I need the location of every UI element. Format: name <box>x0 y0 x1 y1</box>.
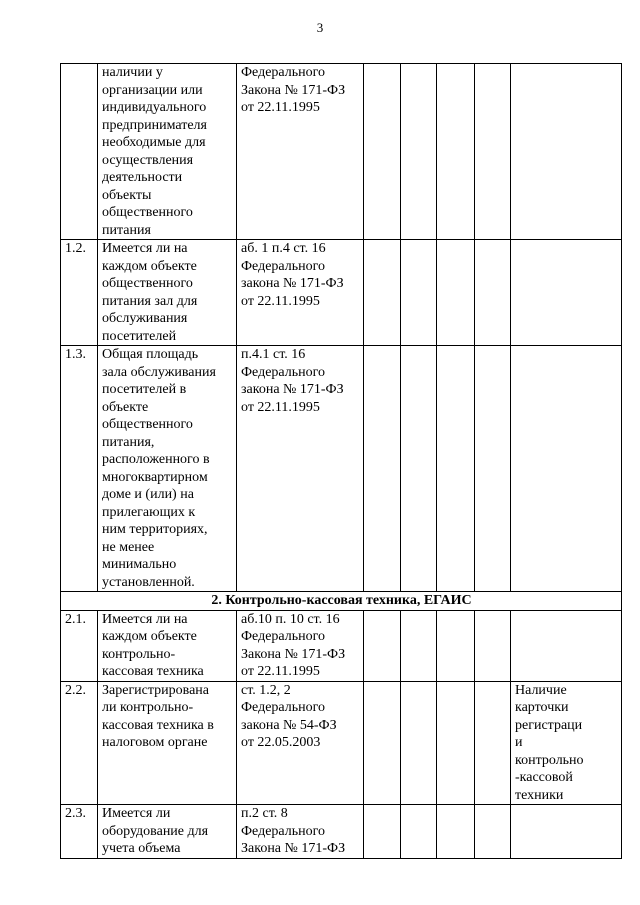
section-header-row <box>61 592 622 611</box>
legal-reference <box>237 64 364 240</box>
comment-cell <box>475 346 511 592</box>
note-cell <box>511 64 622 240</box>
note-cell <box>511 610 622 681</box>
answer-not-applicable-cell <box>437 64 475 240</box>
comment-cell <box>475 805 511 859</box>
answer-yes-cell <box>364 610 401 681</box>
requirement-question-text: Имеется ли на каждом объекте контрольно- кассовая техника <box>102 611 204 679</box>
note-cell <box>511 240 622 346</box>
requirement-question <box>98 346 237 592</box>
note-cell <box>511 681 622 805</box>
answer-yes-cell <box>364 240 401 346</box>
legal-reference <box>237 681 364 805</box>
item-number-text: 1.3. <box>65 347 86 362</box>
comment-cell <box>475 240 511 346</box>
item-number-text: 1.2. <box>65 241 86 256</box>
answer-not-applicable-cell <box>437 610 475 681</box>
legal-reference-text: п.4.1 ст. 16 Федерального закона № 171-ФЗ от 22.11.1995 <box>241 347 344 415</box>
item-number <box>61 240 98 346</box>
legal-reference-text: п.2 ст. 8 Федерального Закона № 171-ФЗ <box>241 806 346 856</box>
requirement-question-text: Общая площадь зала обслуживания посетителей в объекте общественного питания, расположенного в многоквартирном доме и (или) на прилегающих к ним территориях, не менее минимально установленной. <box>102 347 216 590</box>
answer-no-cell <box>401 64 437 240</box>
legal-reference <box>237 610 364 681</box>
answer-no-cell <box>401 681 437 805</box>
item-number-text: 2.1. <box>65 611 86 627</box>
legal-reference <box>237 346 364 592</box>
table-row <box>61 805 622 859</box>
legal-reference <box>237 240 364 346</box>
item-number-text: 2.2. <box>65 682 86 698</box>
answer-yes-cell <box>364 805 401 859</box>
note-cell-text: Наличие карточки регистраци и контрольно -кассовой техники <box>515 682 584 803</box>
comment-cell <box>475 681 511 805</box>
answer-yes-cell <box>364 681 401 805</box>
item-number-text: 2.3. <box>65 806 86 821</box>
checklist-table <box>60 63 622 859</box>
requirement-question <box>98 805 237 859</box>
table-row <box>61 681 622 805</box>
item-number <box>61 805 98 859</box>
table-row <box>61 64 622 240</box>
item-number <box>61 681 98 805</box>
answer-no-cell <box>401 805 437 859</box>
answer-no-cell <box>401 346 437 592</box>
requirement-question <box>98 681 237 805</box>
answer-no-cell <box>401 240 437 346</box>
legal-reference-text: аб. 1 п.4 ст. 16 Федерального закона № 171-ФЗ от 22.11.1995 <box>241 241 344 309</box>
page-number: 3 <box>316 20 324 35</box>
legal-reference-text: ст. 1.2, 2 Федерального закона № 54-ФЗ от 22.05.2003 <box>241 682 337 750</box>
checklist-body <box>61 64 622 859</box>
requirement-question <box>98 610 237 681</box>
section-title <box>61 592 622 611</box>
answer-not-applicable-cell <box>437 805 475 859</box>
table-row <box>61 240 622 346</box>
requirement-question <box>98 64 237 240</box>
comment-cell <box>475 64 511 240</box>
answer-not-applicable-cell <box>437 240 475 346</box>
requirement-question-text: Имеется ли на каждом объекте общественного питания зал для обслуживания посетителей <box>102 241 198 344</box>
requirement-question-text: Зарегистрирована ли контрольно- кассовая техника в налоговом органе <box>102 682 214 750</box>
comment-cell <box>475 610 511 681</box>
requirement-question <box>98 240 237 346</box>
item-number <box>61 64 98 240</box>
answer-no-cell <box>401 610 437 681</box>
item-number <box>61 610 98 681</box>
requirement-question-text: наличии у организации или индивидуального предпринимателя необходимые для осуществления деятельности объекты общественного питания <box>102 65 207 238</box>
section-title-text: 2. Контрольно-кассовая техника, ЕГАИС <box>211 593 472 608</box>
answer-yes-cell <box>364 64 401 240</box>
answer-not-applicable-cell <box>437 681 475 805</box>
item-number <box>61 346 98 592</box>
legal-reference-text: аб.10 п. 10 ст. 16 Федерального Закона № 171-ФЗ от 22.11.1995 <box>241 611 346 679</box>
answer-not-applicable-cell <box>437 346 475 592</box>
legal-reference <box>237 805 364 859</box>
note-cell <box>511 346 622 592</box>
answer-yes-cell <box>364 346 401 592</box>
table-row <box>61 346 622 592</box>
legal-reference-text: Федерального Закона № 171-ФЗ от 22.11.1995 <box>241 65 346 115</box>
note-cell <box>511 805 622 859</box>
requirement-question-text: Имеется ли оборудование для учета объема <box>102 806 209 856</box>
table-row <box>61 610 622 681</box>
